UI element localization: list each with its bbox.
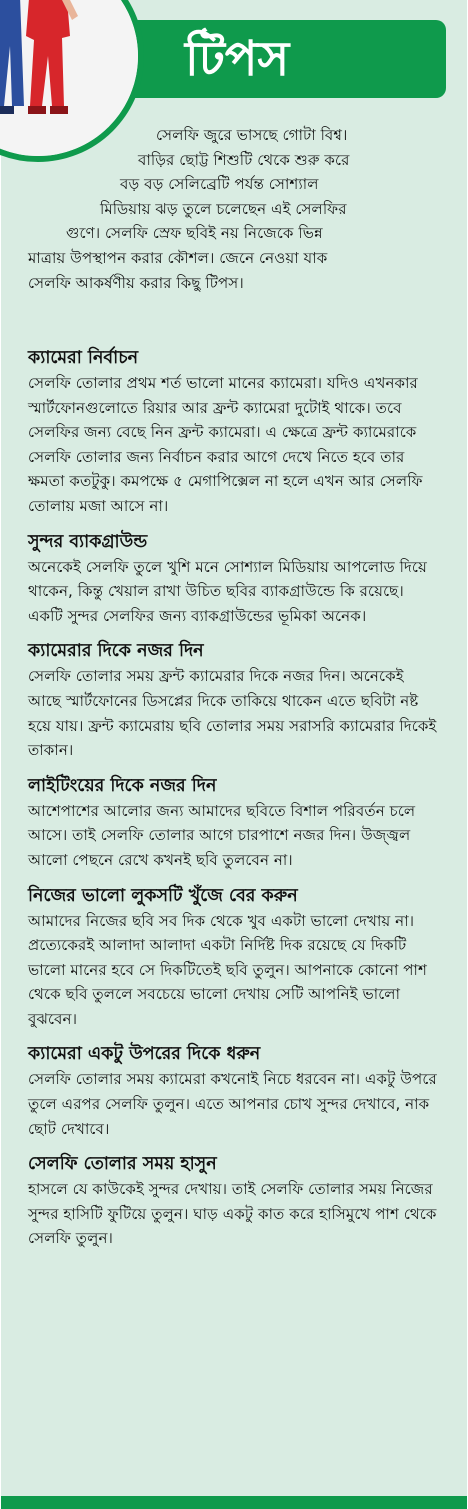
tip-heading: ক্যামেরা নির্বাচন [28,348,139,368]
tip-camera-choice [28,345,438,519]
tip-heading: সেলফি তোলার সময় হাসুন [28,1154,217,1175]
tip-best-look [28,883,438,1032]
intro-line: গুণে। সেলফি স্রেফ ছবিই নয় নিজেকে ভিন্ন [66,224,323,243]
tips-list [28,345,438,1251]
intro-line: বাড়ির ছোট্ট শিশুটি থেকে শুরু করে [138,150,350,169]
tip-body: সেলফি তোলার প্রথম শর্ত ভালো মানের ক্যামেরা। যদিও এখনকার স্মার্টফোনগুলোতে রিয়ার আর ফ্রন্ট ক্যামেরা দুটোই থাকে। তবে সেলফির জন্য বেছে নিন ফ্রন্ট ক্যামেরা। এ ক্ষেত্রে ফ্রন্ট ক্যামেরাকে সেলফি তোলার জন্য নির্বাচন করার আগে দেখে নিতে হবে তার ক্ষমতা কতটুকু। কমপক্ষে ৫ মেগাপিক্সেল না হলে এখন আর সেলফি তোলায় মজা আসে না। [28,374,423,515]
tip-body: সেলফি তোলার সময় ফ্রন্ট ক্যামেরার দিকে নজর দিন। অনেকেই আছে স্মার্টফোনের ডিসপ্লের দিকে তাকিয়ে থাকেন এতে ছবিটা নষ্ট হয়ে যায়। ফ্রন্ট ক্যামেরায় ছবি তোলার সময় সরাসরি ক্যামেরার দিকেই তাকান। [28,667,437,760]
tip-body: আমাদের নিজের ছবি সব দিক থেকে খুব একটা ভালো দেখায় না। প্রত্যেকেরই আলাদা আলাদা একটা নির্দিষ্ট দিক রয়েছে যে দিকটি ভালো মানের হবে সে দিকটিতেই ছবি তুলুন। আপনাকে কোনো পাশ থেকে ছবি তুললে সবচেয়ে ভালো দেখায় সেটি আপনিই ভালো বুঝবেন। [28,911,427,1028]
bottom-rule [1,1496,467,1509]
tip-heading: ক্যামেরা একটু উপরের দিকে ধরুন [28,1044,261,1065]
tip-heading: নিজের ভালো লুকসটি খুঁজে বের করুন [28,885,298,906]
intro-line: মিডিয়ায় ঝড় তুলে চলেছেন এই সেলফির [100,199,347,218]
tip-lighting [28,773,438,873]
intro-paragraph [28,123,428,295]
intro-line: সেলফি আকর্ষণীয় করার কিছু টিপস। [28,273,244,292]
tip-body: আশেপাশের আলোর জন্য আমাদের ছবিতে বিশাল পরিবর্তন চলে আসে। তাই সেলফি তোলার আগে চারপাশে নজর দিন। উজ্জ্বল আলো পেছনে রেখে কখনই ছবি তুলবেন না। [28,801,416,869]
tip-background [28,529,438,629]
tip-heading: ক্যামেরার দিকে নজর দিন [28,641,204,662]
tip-body: অনেকেই সেলফি তুলে খুশি মনে সোশ্যাল মিডিয়ায় আপলোড দিয়ে থাকেন, কিন্তু খেয়াল রাখা উচিত ছবির ব্যাকগ্রাউন্ডে কি রয়েছে। একটি সুন্দর সেলফির জন্য ব্যাকগ্রাউন্ডের ভূমিকা অনেক। [28,557,427,625]
tip-body: সেলফি তোলার সময় ক্যামেরা কখনোই নিচে ধরবেন না। একটু উপরে তুলে এরপর সেলফি তুলুন। এতে আপনার চোখ সুন্দর দেখাবে, নাক ছোট দেখাবে। [28,1070,437,1138]
page-title: টিপস [185,31,290,87]
tip-heading: লাইটিংয়ের দিকে নজর দিন [28,775,217,796]
tip-camera-angle [28,1041,438,1141]
tip-body: হাসলে যে কাউকেই সুন্দর দেখায়। তাই সেলফি তোলার সময় নিজের সুন্দর হাসিটি ফুটিয়ে তুলুন। ঘাড় একটু কাত করে হাসিমুখে পাশ থেকে সেলফি তুলুন। [28,1180,437,1248]
tip-smile [28,1151,438,1251]
intro-line: সেলফি জুরে ভাসছে গোটা বিশ্ব। [156,126,348,144]
intro-line: মাত্রায় উপস্থাপন করার কৌশল। জেনে নেওয়া যাক [28,248,328,267]
tip-heading: সুন্দর ব্যাকগ্রাউন্ড [28,531,148,552]
intro-line: বড় বড় সেলিব্রেটি পর্যন্ত সোশ্যাল [120,175,319,194]
tip-look-at-camera [28,638,438,762]
